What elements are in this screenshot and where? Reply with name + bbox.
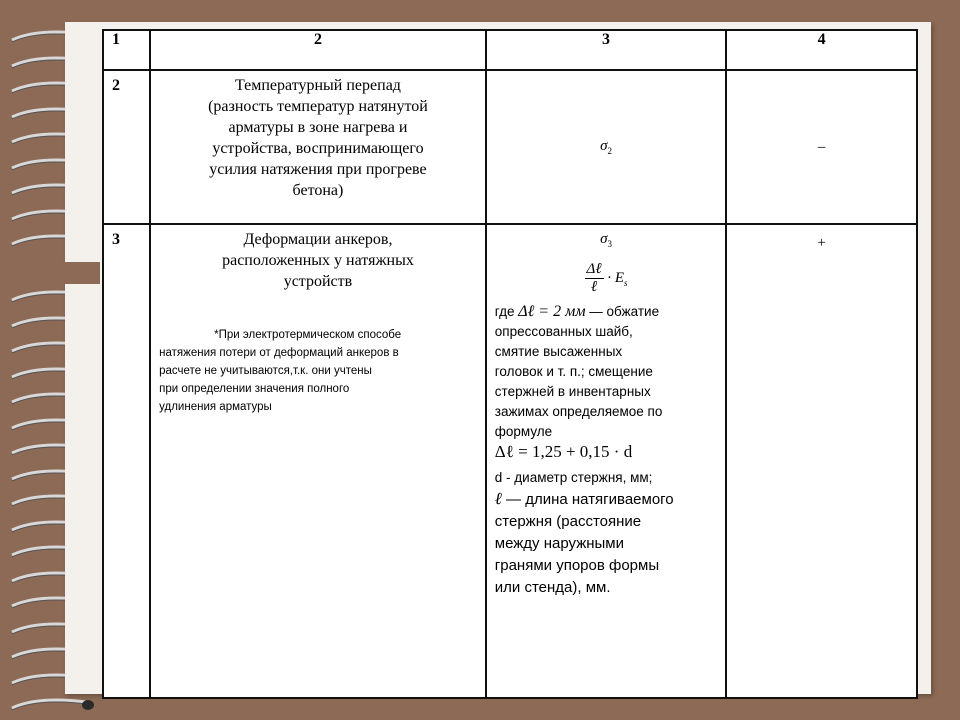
sigma-symbol: $\sigma_3$ (600, 231, 612, 249)
length-definition-line: или стенда), мм. (494, 579, 611, 596)
diameter-definition: d - диаметр стержня, мм; (494, 470, 653, 485)
losses-table (102, 29, 918, 699)
sigma-symbol: $\sigma_2$ (600, 138, 612, 156)
footnote (151, 326, 485, 416)
loss-formula: $\frac{\text{Δℓ}}{\text{ℓ}}$ · $E_s$ (586, 261, 628, 295)
row-number: 2 (103, 70, 150, 224)
description-line: арматуры в зоне нагрева и (228, 119, 408, 136)
table-row (103, 70, 917, 224)
description-line: бетона) (292, 182, 344, 199)
footnote-line: натяжения потери от деформаций анкеров в (159, 347, 399, 359)
length-definition-line: гранями упоров формы (494, 557, 660, 574)
length-definition-line: между наружными (494, 535, 624, 552)
description-line: расположенных у натяжных (222, 252, 414, 269)
description-line: Температурный перепад (234, 77, 401, 94)
footnote-line: *При электротермическом способе (214, 329, 402, 341)
row-sign: + (726, 224, 917, 698)
spiral-ring (8, 698, 94, 712)
description-line: устройства, воспринимающего (212, 140, 424, 157)
row-description (150, 224, 486, 698)
explanation-line: стержней в инвентарных (494, 384, 651, 399)
description-line: Деформации анкеров, (243, 231, 393, 248)
header-col-4: 4 (726, 30, 917, 70)
footnote-line: при определении значения полного (159, 383, 350, 395)
description-line: (разность температур натянутой (208, 98, 428, 115)
explanation-line: формуле (494, 424, 553, 439)
row-description (150, 70, 486, 224)
footnote-line: расчете не учитываются,т.к. они учтены (159, 365, 372, 377)
length-definition-line: — длина натягиваемого (506, 491, 674, 508)
description-line: усилия натяжения при прогреве (209, 161, 427, 178)
explanation-line: зажимах определяемое по (494, 404, 663, 419)
explanation-line: головок и т. п.; смещение (494, 364, 653, 379)
explanation-line: опрессованных шайб, (494, 324, 633, 339)
formula-explanation: где Δℓ = 2 мм — обжатие опрессованных шайб, смятие высаженных головок и т. п.; смещение стержней в инвентарных зажимах определяемое по формуле Δℓ = 1,25 + 0,15 · d d - диаметр стержня, мм; ℓ — длина натягиваемого стержня (расстояние между наружными гранями упоров формы или стенда), мм. (487, 296, 725, 599)
length-definition-line: стержня (расстояние (494, 513, 642, 530)
header-col-1: 1 (103, 30, 150, 70)
row-number: 3 (103, 224, 150, 698)
header-col-2: 2 (150, 30, 486, 70)
header-col-3: 3 (486, 30, 726, 70)
row-formula-cell (486, 224, 726, 698)
row-symbol-cell (486, 70, 726, 224)
paper-gap (60, 262, 100, 284)
elongation-formula: Δℓ = 1,25 + 0,15 · d (494, 442, 633, 461)
table-row (103, 224, 917, 698)
row-sign: – (726, 70, 917, 224)
description-line: устройств (283, 273, 353, 290)
table-header-row (103, 30, 917, 70)
formula-fraction: $\frac{\text{Δℓ}}{\text{ℓ}}$ (586, 261, 602, 295)
footnote-line: удлинения арматуры (159, 401, 272, 413)
explanation-line: смятие высаженных (494, 344, 623, 359)
